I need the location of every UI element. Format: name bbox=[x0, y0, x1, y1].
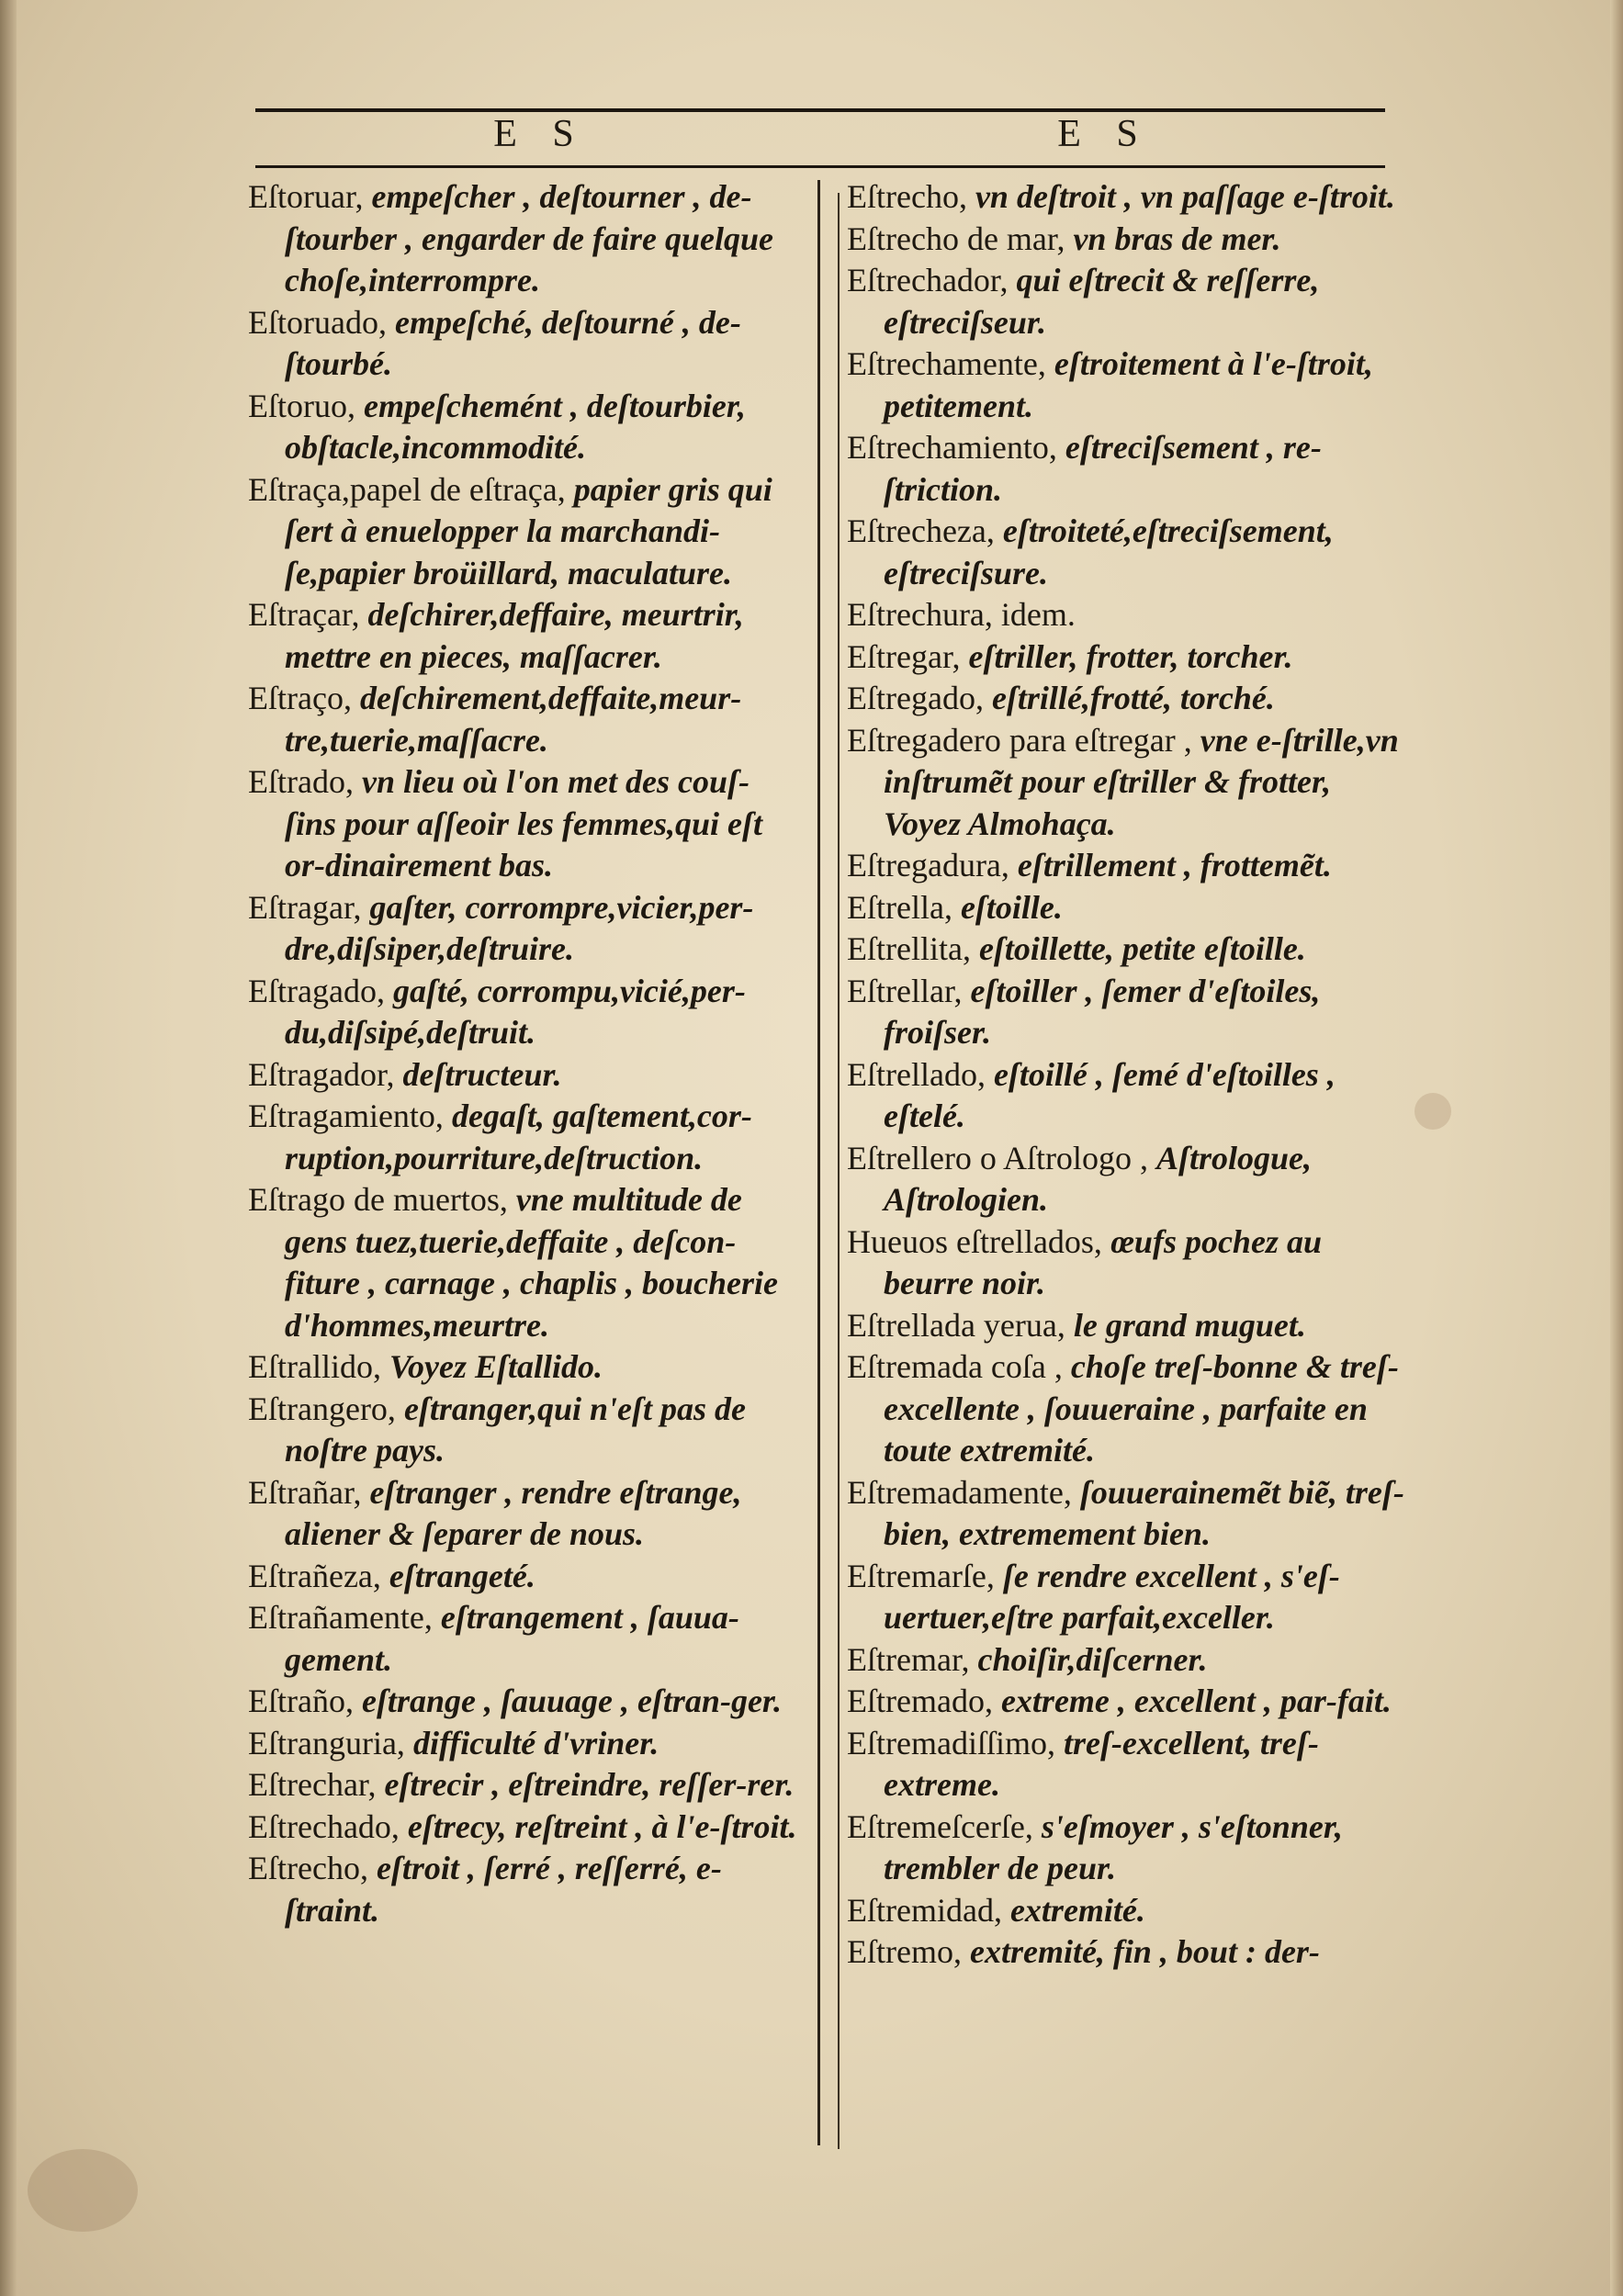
entry-definition: choſe treſ-bonne & treſ-excellente , ſouueraine , parfaite en toute extremité. bbox=[884, 1348, 1399, 1469]
dictionary-entry bbox=[248, 1096, 799, 1179]
entry-definition: deſchirer,deffaire, meurtrir, mettre en pieces, maſſacrer. bbox=[285, 596, 744, 675]
dictionary-entry bbox=[847, 1556, 1409, 1639]
entry-headword: Eſtraço, bbox=[248, 680, 352, 716]
page-edge-shadow bbox=[1610, 0, 1623, 2296]
dictionary-entry bbox=[248, 1848, 799, 1931]
dictionary-entry bbox=[248, 1806, 799, 1849]
entry-definition: ſouuerainemẽt biẽ, treſ-bien, extremement bien. bbox=[884, 1473, 1404, 1552]
dictionary-entry bbox=[248, 1054, 799, 1097]
entry-definition: deſtructeur. bbox=[402, 1055, 562, 1093]
right-column bbox=[847, 176, 1409, 2142]
dictionary-entry bbox=[847, 1639, 1409, 1682]
entry-definition: vn bras de mer. bbox=[1073, 219, 1281, 257]
entry-definition: extremité, fin , bout : der- bbox=[969, 1933, 1320, 1970]
column-divider-inner bbox=[838, 193, 840, 2149]
dictionary-entry bbox=[847, 1931, 1409, 1974]
dictionary-entry bbox=[248, 302, 799, 386]
entry-definition: s'eſmoyer , s'eſtonner, trembler de peur. bbox=[884, 1807, 1343, 1886]
entry-headword: Eſtrado, bbox=[248, 763, 354, 800]
entry-headword: Eſtregado, bbox=[847, 680, 984, 716]
entry-definition: choiſir,diſcerner. bbox=[977, 1640, 1208, 1678]
entry-definition: vn lieu où l'on met des couſ-ſins pour aſſeoir les femmes,qui eſt or-dinairement bas. bbox=[285, 763, 762, 884]
entry-definition: eſtrangeté. bbox=[389, 1557, 535, 1594]
left-column bbox=[248, 176, 799, 2142]
entry-headword: Eſtregadura, bbox=[847, 847, 1009, 884]
dictionary-entry bbox=[248, 678, 799, 761]
entry-definition: eſtroiteté,eſtreciſsement, eſtreciſsure. bbox=[884, 512, 1334, 591]
entry-definition: eſtrecir , eſtreindre, reſſer-rer. bbox=[384, 1766, 795, 1803]
entry-headword: Eſtragamiento, bbox=[248, 1097, 444, 1134]
dictionary-entry bbox=[847, 427, 1409, 511]
entry-headword: Eſtremada coſa , bbox=[847, 1348, 1063, 1385]
entry-headword: Eſtrellar, bbox=[847, 972, 963, 1009]
dictionary-entry bbox=[847, 720, 1409, 846]
entry-definition: eſtrillé,frotté, torché. bbox=[991, 680, 1275, 716]
entry-headword: Eſtrechura, idem. bbox=[847, 596, 1076, 633]
dictionary-entry bbox=[847, 1472, 1409, 1556]
entry-headword: Eſtremarſe, bbox=[847, 1557, 995, 1594]
dictionary-entry bbox=[248, 594, 799, 678]
entry-headword: Eſtraçar, bbox=[248, 596, 360, 633]
entry-headword: Eſtrechamente, bbox=[847, 345, 1046, 382]
entry-definition: eſtoiller , ſemer d'eſtoiles, froiſser. bbox=[884, 972, 1321, 1051]
dictionary-entry bbox=[847, 636, 1409, 679]
dictionary-entry bbox=[847, 176, 1409, 219]
entry-headword: Eſtrellita, bbox=[847, 930, 971, 967]
entry-definition: eſtreciſsement , re-ſtriction. bbox=[884, 429, 1322, 508]
entry-headword: Eſtragar, bbox=[248, 888, 362, 926]
entry-definition: eſtoille. bbox=[960, 888, 1063, 926]
entry-definition: treſ-excellent, treſ-extreme. bbox=[884, 1724, 1319, 1803]
dictionary-entry bbox=[248, 761, 799, 887]
dictionary-entry bbox=[847, 971, 1409, 1054]
dictionary-entry bbox=[847, 1890, 1409, 1932]
running-head-right: E S bbox=[1057, 113, 1151, 155]
entry-definition: ſe rendre excellent , s'eſ-uertuer,eſtre parfait,exceller. bbox=[884, 1557, 1340, 1636]
dictionary-entry bbox=[847, 1221, 1409, 1305]
entry-headword: Eſtremeſcerſe, bbox=[847, 1807, 1033, 1845]
dictionary-entry bbox=[847, 1346, 1409, 1472]
entry-definition: eſtoillette, petite eſtoille. bbox=[978, 930, 1306, 967]
dictionary-entry bbox=[847, 887, 1409, 929]
dictionary-entry bbox=[847, 511, 1409, 594]
entry-definition: extremité. bbox=[1009, 1891, 1145, 1929]
dictionary-entry bbox=[248, 1597, 799, 1681]
entry-headword: Eſtregadero para eſtregar , bbox=[847, 721, 1192, 759]
entry-definition: empeſché, deſtourné , de-ſtourbé. bbox=[285, 303, 741, 382]
dictionary-entry bbox=[847, 260, 1409, 343]
dictionary-entry bbox=[248, 176, 799, 302]
entry-headword: Eſtrellada yerua, bbox=[847, 1306, 1065, 1344]
entry-definition: vn deſtroit , vn paſſage e-ſtroit. bbox=[975, 178, 1395, 215]
dictionary-entry bbox=[248, 1764, 799, 1806]
entry-headword: Eſtrechador, bbox=[847, 262, 1009, 298]
entry-headword: Eſtremidad, bbox=[847, 1891, 1002, 1929]
dictionary-entry bbox=[248, 469, 799, 595]
entry-definition: eſtriller, frotter, torcher. bbox=[968, 637, 1293, 675]
entry-headword: Eſtremadiſſimo, bbox=[847, 1724, 1055, 1761]
entry-headword: Eſtragador, bbox=[248, 1055, 395, 1093]
entry-headword: Eſtrecho, bbox=[847, 178, 967, 215]
entry-definition: eſtroitement à l'e-ſtroit, petitement. bbox=[884, 345, 1373, 424]
entry-definition: qui eſtrecit & reſſerre, eſtreciſseur. bbox=[884, 262, 1320, 341]
dictionary-entry bbox=[847, 929, 1409, 971]
header-rule-bottom bbox=[255, 165, 1385, 168]
header-rule-top bbox=[255, 108, 1385, 112]
dictionary-entry bbox=[847, 678, 1409, 720]
entry-definition: eſtrangement , ſauua-gement. bbox=[285, 1599, 739, 1678]
dictionary-entry bbox=[248, 1472, 799, 1556]
dictionary-entry bbox=[847, 1305, 1409, 1347]
entry-headword: Eſtrechar, bbox=[248, 1766, 377, 1803]
entry-headword: Eſtrecho, bbox=[248, 1850, 368, 1886]
entry-headword: Hueuos eſtrellados, bbox=[847, 1222, 1102, 1260]
entry-definition: eſtrange , ſauuage , eſtran-ger. bbox=[361, 1683, 782, 1719]
entry-headword: Eſtrechamiento, bbox=[847, 429, 1057, 466]
entry-definition: extreme , excellent , par-fait. bbox=[1000, 1683, 1392, 1719]
paper-stain bbox=[28, 2149, 138, 2232]
entry-definition: eſtranger , rendre eſtrange, aliener & ſeparer de nous. bbox=[285, 1473, 742, 1552]
dictionary-entry bbox=[248, 1723, 799, 1765]
entry-definition: eſtrecy, reſtreint , à l'e-ſtroit. bbox=[407, 1807, 797, 1845]
entry-definition: gaſter, corrompre,vicier,per-dre,diſsiper,deſtruire. bbox=[285, 888, 754, 967]
entry-headword: Eſtoruar, bbox=[248, 178, 364, 215]
entry-headword: Eſtraño, bbox=[248, 1683, 354, 1719]
entry-headword: Eſtraça,papel de eſtraça, bbox=[248, 470, 566, 508]
column-divider bbox=[817, 180, 820, 2145]
dictionary-entry bbox=[248, 386, 799, 469]
dictionary-entry bbox=[847, 343, 1409, 427]
entry-headword: Eſtremadamente, bbox=[847, 1473, 1072, 1511]
entry-definition: eſtrillement , frottemẽt. bbox=[1017, 847, 1332, 884]
entry-definition: œufs pochez au beurre noir. bbox=[884, 1222, 1322, 1301]
entry-headword: Eſtrañeza, bbox=[248, 1557, 381, 1594]
dictionary-entry bbox=[847, 845, 1409, 887]
dictionary-entry bbox=[847, 1138, 1409, 1221]
entry-headword: Eſtrallido, bbox=[248, 1348, 381, 1385]
running-head-left: E S bbox=[493, 113, 587, 155]
dictionary-entry bbox=[847, 1723, 1409, 1806]
entry-headword: Eſtrangero, bbox=[248, 1390, 396, 1427]
entry-definition: eſtroit , ſerré , reſſerré, e-ſtraint. bbox=[285, 1850, 722, 1929]
dictionary-entry bbox=[847, 1681, 1409, 1723]
dictionary-entry bbox=[248, 1681, 799, 1723]
entry-definition: degaſt, gaſtement,cor-ruption,pourriture,deſtruction. bbox=[285, 1097, 752, 1176]
entry-definition: papier gris qui ſert à enuelopper la marchandi-ſe,papier broüillard, maculature. bbox=[285, 470, 772, 591]
entry-headword: Eſtrañamente, bbox=[248, 1599, 433, 1636]
dictionary-entry bbox=[847, 594, 1409, 636]
entry-headword: Eſtrechado, bbox=[248, 1807, 400, 1845]
dictionary-entry bbox=[248, 1556, 799, 1598]
dictionary-entry bbox=[248, 1389, 799, 1472]
entry-definition: vne e-ſtrille,vn inſtrumẽt pour eſtriller & frotter, Voyez Almohaça. bbox=[884, 721, 1399, 842]
dictionary-entry bbox=[847, 1054, 1409, 1138]
entry-headword: Eſtregar, bbox=[847, 637, 961, 675]
entry-definition: deſchirement,deffaite,meur-tre,tuerie,maſſacre. bbox=[285, 680, 742, 759]
entry-headword: Eſtragado, bbox=[248, 972, 385, 1009]
entry-definition: Voyez Eſtallido. bbox=[389, 1348, 603, 1385]
dictionary-entry bbox=[847, 1806, 1409, 1890]
dictionary-entry bbox=[248, 1346, 799, 1389]
entry-headword: Eſtrellado, bbox=[847, 1055, 986, 1093]
entry-definition: empeſchemént , deſtourbier, obſtacle,incommodité. bbox=[285, 387, 746, 466]
entry-headword: Eſtrecho de mar, bbox=[847, 219, 1065, 257]
entry-headword: Eſtremado, bbox=[847, 1683, 993, 1719]
dictionary-entry bbox=[248, 1179, 799, 1346]
entry-headword: Eſtrecheza, bbox=[847, 512, 995, 549]
entry-definition: empeſcher , deſtourner , de-ſtourber , engarder de faire quelque choſe,interrompre. bbox=[285, 178, 773, 298]
entry-definition: eſtoillé , ſemé d'eſtoilles , eſtelé. bbox=[884, 1055, 1336, 1134]
entry-headword: Eſtremar, bbox=[847, 1640, 970, 1678]
entry-definition: le grand muguet. bbox=[1073, 1306, 1306, 1344]
entry-headword: Eſtoruado, bbox=[248, 303, 387, 341]
entry-definition: vne multitude de gens tuez,tuerie,deffaite , deſcon-fiture , carnage , chaplis , boucherie d'hommes,meurtre. bbox=[285, 1181, 778, 1344]
entry-headword: Eſtranguria, bbox=[248, 1724, 405, 1761]
entry-headword: Eſtrella, bbox=[847, 888, 952, 926]
dictionary-entry bbox=[248, 887, 799, 971]
paper-stain bbox=[1414, 1093, 1451, 1130]
entry-headword: Eſtrañar, bbox=[248, 1473, 362, 1511]
entry-headword: Eſtrago de muertos, bbox=[248, 1181, 508, 1218]
entry-headword: Eſtremo, bbox=[847, 1933, 962, 1970]
dictionary-entry bbox=[847, 219, 1409, 261]
entry-definition: difficulté d'vriner. bbox=[412, 1724, 659, 1761]
entry-definition: eſtranger,qui n'eſt pas de noſtre pays. bbox=[285, 1390, 746, 1469]
entry-definition: Aſtrologue, Aſtrologien. bbox=[884, 1139, 1312, 1218]
entry-definition: gaſté, corrompu,vicié,per-du,diſsipé,deſtruit. bbox=[285, 972, 746, 1051]
page-gutter-shadow bbox=[0, 0, 17, 2296]
entry-headword: Eſtrellero o Aſtrologo , bbox=[847, 1139, 1148, 1176]
dictionary-entry bbox=[248, 971, 799, 1054]
entry-headword: Eſtoruo, bbox=[248, 387, 355, 424]
